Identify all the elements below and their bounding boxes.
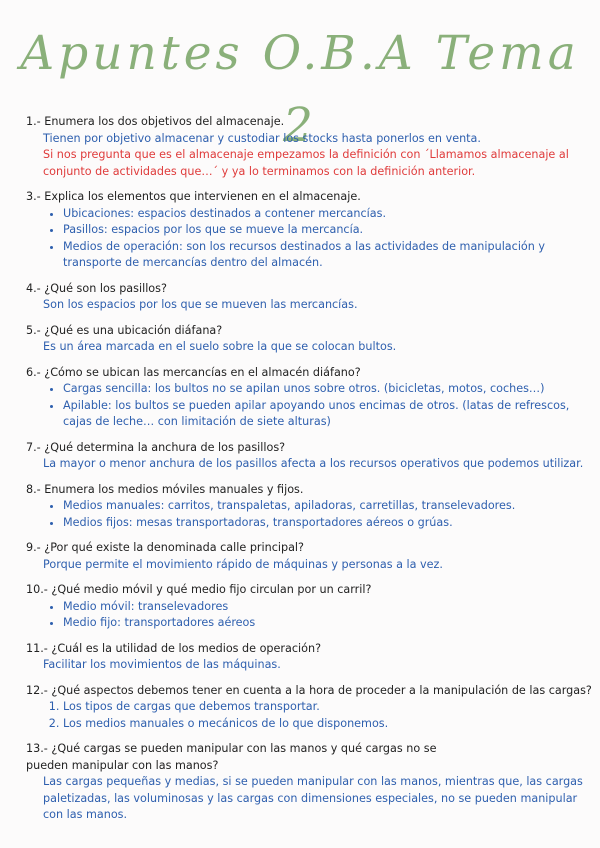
question-text: 1.- Enumera los dos objetivos del almacenaje.: [26, 115, 285, 128]
question-5: [26, 323, 592, 356]
question-list: [26, 114, 592, 833]
list-item: • Medios fijos: mesas transportadoras, transportadores aéreos o grúas.: [63, 515, 592, 532]
answer-list: [26, 699, 592, 732]
question-13: [26, 741, 592, 824]
question-text: 10.- ¿Qué medio móvil y qué medio fijo circulan por un carril?: [26, 583, 372, 596]
question-text: 6.- ¿Cómo se ubican las mercancías en el almacén diáfano?: [26, 365, 361, 379]
answer-text: Facilitar los movimientos de las máquinas.: [43, 658, 281, 671]
list-item: • Apilable: los bultos se pueden apilar apoyando unos encimas de otros. (latas de refrescos, cajas de leche… con limitación de siete alturas): [63, 398, 592, 431]
page-title: Apuntes O.B.A Tema 2: [20, 26, 580, 153]
note-text: Si nos pregunta que es el almacenaje empezamos la definición con ´Llamamos almacenaje al conjunto de actividades que…´ y ya lo terminamos con la definición anterior.: [43, 148, 569, 178]
answer-text: La mayor o menor anchura de los pasillos afecta a los recursos operativos que podemos utilizar.: [43, 457, 584, 470]
list-item: 1. Los tipos de cargas que debemos transportar.: [63, 699, 592, 716]
question-text: 5.- ¿Qué es una ubicación diáfana?: [26, 323, 223, 337]
question-10: [26, 582, 592, 632]
answer-list: [26, 381, 592, 431]
question-text: 13.- ¿Qué cargas se pueden manipular con las manos y qué cargas no se pueden manipular con las manos?: [26, 742, 437, 772]
answer-text: Porque permite el movimiento rápido de máquinas y personas a la vez.: [43, 557, 443, 571]
list-item: 2. Los medios manuales o mecánicos de lo que disponemos.: [63, 716, 592, 733]
question-9: [26, 540, 592, 573]
answer-list: [26, 498, 592, 531]
question-1: [26, 114, 592, 180]
question-4: [26, 281, 592, 314]
answer-list: [26, 599, 592, 632]
question-text: 9.- ¿Por qué existe la denominada calle principal?: [26, 541, 304, 554]
question-text: 4.- ¿Qué son los pasillos?: [26, 281, 167, 295]
question-3: [26, 189, 592, 272]
list-item: • Pasillos: espacios por los que se mueve la mercancía.: [63, 222, 592, 239]
list-item: • Medios de operación: son los recursos destinados a las actividades de manipulación y transporte de mercancías dentro del almacén.: [63, 239, 592, 272]
question-text: 7.- ¿Qué determina la anchura de los pasillos?: [26, 440, 286, 454]
question-7: [26, 440, 592, 473]
question-6: [26, 365, 592, 431]
list-item: • Cargas sencilla: los bultos no se apilan unos sobre otros. (bicicletas, motos, coches…): [63, 381, 592, 398]
question-11: [26, 641, 592, 674]
question-text: 12.- ¿Qué aspectos debemos tener en cuenta a la hora de proceder a la manipulación de las cargas?: [26, 683, 592, 697]
question-text: 3.- Explica los elementos que intervienen en el almacenaje.: [26, 190, 361, 203]
answer-text: Tienen por objetivo almacenar y custodiar los stocks hasta ponerlos en venta.: [43, 131, 481, 145]
list-item: • Medio fijo: transportadores aéreos: [63, 615, 592, 632]
question-text: 8.- Enumera los medios móviles manuales y fijos.: [26, 482, 304, 496]
question-text: 11.- ¿Cuál es la utilidad de los medios de operación?: [26, 641, 322, 655]
answer-text: Son los espacios por los que se mueven las mercancías.: [43, 298, 358, 311]
answer-list: [26, 206, 592, 272]
question-12: [26, 683, 592, 733]
answer-text: Es un área marcada en el suelo sobre la que se colocan bultos.: [43, 340, 397, 353]
list-item: • Medios manuales: carritos, transpaletas, apiladoras, carretillas, transelevadores.: [63, 498, 592, 515]
answer-text: Las cargas pequeñas y medias, si se pueden manipular con las manos, mientras que, las cargas paletizadas, las voluminosas y las cargas con dimensiones especiales, no se pueden manipular con las manos.: [43, 775, 583, 821]
question-8: [26, 482, 592, 532]
list-item: • Ubicaciones: espacios destinados a contener mercancías.: [63, 206, 592, 223]
list-item: • Medio móvil: transelevadores: [63, 599, 592, 616]
